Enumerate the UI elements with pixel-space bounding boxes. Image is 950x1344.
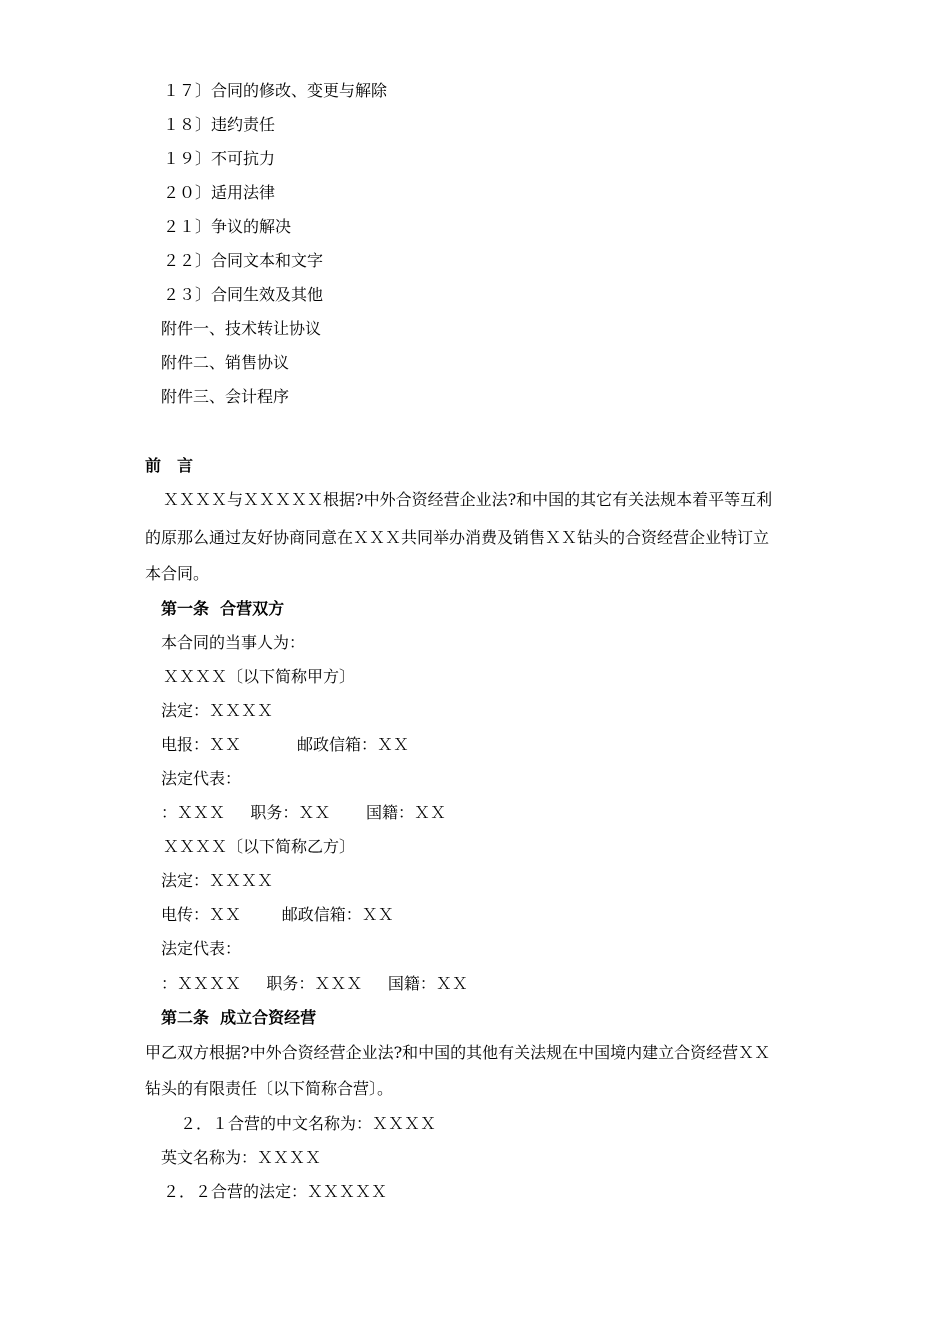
toc-appendix-3: 附件三、会计程序 [161,387,290,406]
article-1-intro: 本合同的当事人为： [161,633,306,652]
preface-line-2: 的原那么通过友好协商同意在ＸＸＸ共同举办消费及销售ＸＸ钻头的合资经营企业特订立 [145,528,770,547]
party-b-rep-label: 法定代表： [161,939,242,958]
toc-item-19: １９〕不可抗力 [163,149,276,168]
clause-2-1: ２．１合营的中文名称为：ＸＸＸＸ [180,1114,437,1133]
preface-line-3: 本合同。 [145,564,210,583]
article-2-heading: 第二条 成立合资经营 [161,1008,317,1027]
article-1-heading: 第一条 合营双方 [161,599,285,618]
party-a-rep-label: 法定代表： [161,769,242,788]
toc-item-20: ２０〕适用法律 [163,183,276,202]
party-b-legal: 法定：ＸＸＸＸ [161,871,274,890]
toc-item-22: ２２〕合同文本和文字 [163,251,324,270]
toc-item-18: １８〕违约责任 [163,115,276,134]
clause-2-2: ２．２合营的法定：ＸＸＸＸＸ [163,1182,388,1201]
party-a-name: ＸＸＸＸ〔以下简称甲方〕 [163,667,356,686]
party-b-rep: ：ＸＸＸＸ 职务：ＸＸＸ 国籍：ＸＸ [161,974,468,993]
preface-heading: 前 言 [145,456,194,475]
article-2-line-1: 甲乙双方根据?中外合资经营企业法?和中国的其他有关法规在中国境内建立合资经营ＸＸ [145,1043,771,1062]
preface-line-1: ＸＸＸＸ与ＸＸＸＸＸ根据?中外合资经营企业法?和中国的其它有关法规本着平等互利 [163,490,773,509]
party-b-contact: 电传：ＸＸ 邮政信箱：ＸＸ [161,905,394,924]
party-a-contact: 电报：ＸＸ 邮政信箱：ＸＸ [161,735,409,754]
toc-item-17: １７〕合同的修改、变更与解除 [163,81,388,100]
article-2-line-2: 钻头的有限责任〔以下简称合营〕。 [145,1079,394,1098]
toc-item-23: ２３〕合同生效及其他 [163,285,324,304]
party-a-rep: ：ＸＸＸ 职务：ＸＸ 国籍：ＸＸ [161,803,447,822]
english-name: 英文名称为：ＸＸＸＸ [161,1148,322,1167]
party-a-legal: 法定：ＸＸＸＸ [161,701,274,720]
party-b-name: ＸＸＸＸ〔以下简称乙方〕 [163,837,356,856]
toc-appendix-1: 附件一、技术转让协议 [161,319,322,338]
toc-appendix-2: 附件二、销售协议 [161,353,290,372]
toc-item-21: ２１〕争议的解决 [163,217,292,236]
